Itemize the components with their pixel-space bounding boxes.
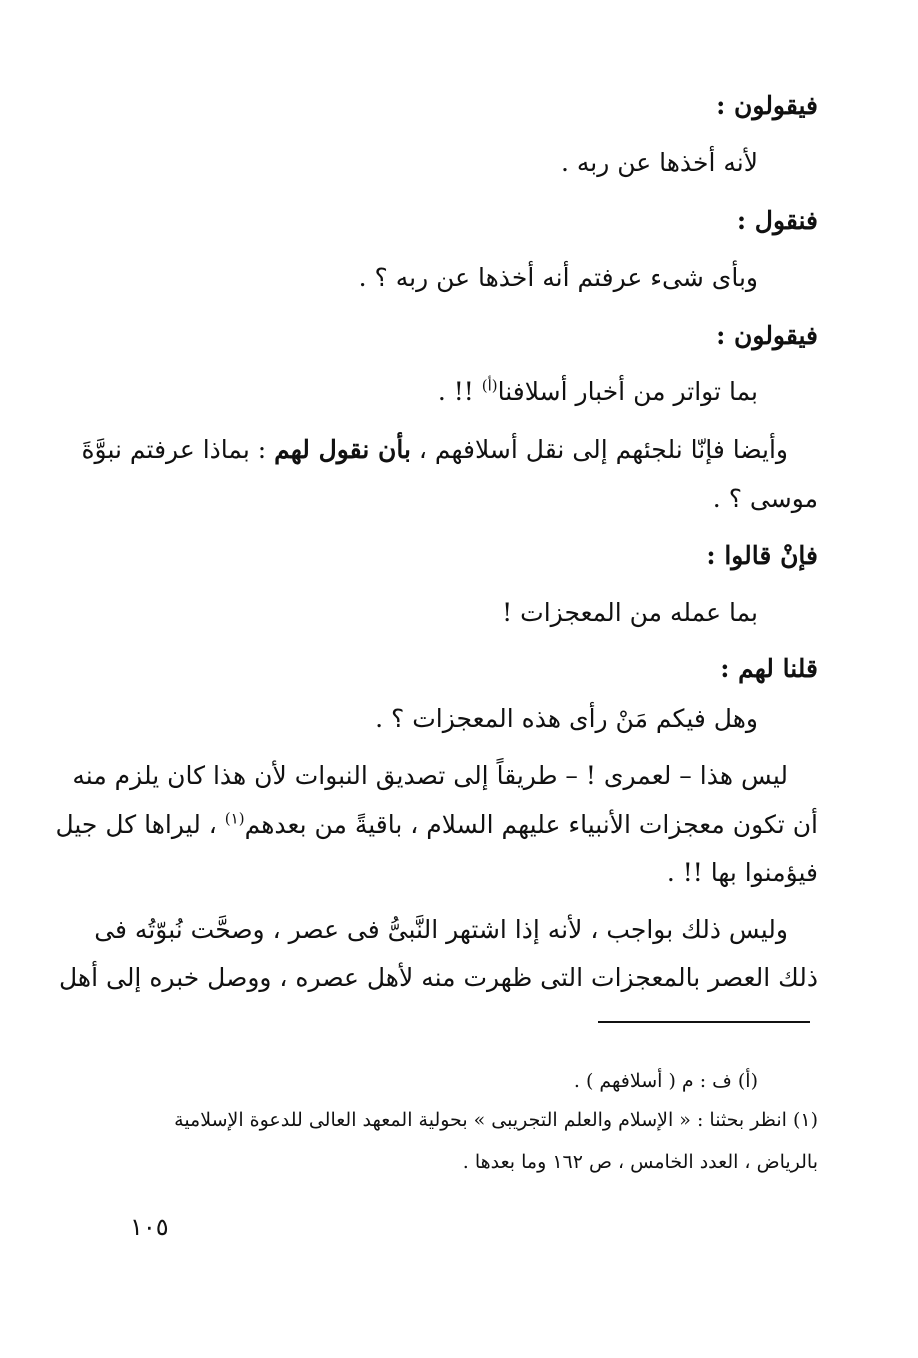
footnote-a: (أ) ف : م ( أسلافهم ) . — [573, 1070, 758, 1092]
paragraph-text: ، ليراها كل جيل — [55, 810, 225, 839]
reply-line: بما عمله من المعجزات ! — [502, 598, 758, 627]
speaker-line: فإنْ قالوا : — [706, 541, 818, 570]
paragraph-line: ليس هذا – لعمرى ! – طريقاً إلى تصديق النبوات لأن هذا كان يلزم منه — [72, 761, 788, 790]
footnote-marker: (أ) — [481, 376, 498, 395]
paragraph-line: ذلك العصر بالمعجزات التى ظهرت منه لأهل عصره ، ووصل خبره إلى أهل — [58, 963, 818, 992]
speaker-line: فيقولون : — [716, 321, 818, 350]
paragraph-bold-text: بأن نقول لهم — [274, 435, 411, 464]
reply-line — [438, 372, 758, 412]
footnote-separator — [598, 1021, 810, 1023]
paragraph-line: وليس ذلك بواجب ، لأنه إذا اشتهر النَّبىُّ فى عصر ، وصحَّت نُبوّتُه فى — [94, 915, 788, 944]
speaker-line: فنقول : — [736, 206, 818, 235]
paragraph-line: موسى ؟ . — [712, 484, 818, 513]
reply-line: وهل فيكم مَنْ رأى هذه المعجزات ؟ . — [375, 704, 758, 733]
footnote-1-line: (١) انظر بحثنا : « الإسلام والعلم التجريبى » بحولية المعهد العالى للدعوة الإسلامية — [174, 1109, 818, 1131]
reply-text: !! . — [437, 377, 482, 406]
speaker-line: قلنا لهم : — [720, 654, 818, 683]
paragraph-line — [55, 805, 818, 845]
footnote-marker: (١) — [224, 809, 245, 828]
paragraph-text: وأيضا فإنّا نلجئهم إلى نقل أسلافهم ، — [410, 435, 788, 464]
paragraph-line — [81, 430, 818, 470]
paragraph-text: : بماذا عرفتم نبوَّةَ — [81, 435, 275, 464]
footnote-1-line: بالرياض ، العدد الخامس ، ص ١٦٢ وما بعدها . — [462, 1151, 818, 1173]
reply-line: وبأى شىء عرفتم أنه أخذها عن ربه ؟ . — [358, 263, 758, 292]
reply-line: لأنه أخذها عن ربه . — [560, 148, 758, 177]
reply-text: بما تواتر من أخبار أسلافنا — [497, 377, 758, 406]
speaker-line: فيقولون : — [716, 91, 818, 120]
paragraph-line: فيؤمنوا بها !! . — [666, 858, 818, 887]
page-number: ١٠٥ — [130, 1213, 169, 1241]
paragraph-text: أن تكون معجزات الأنبياء عليهم السلام ، باقيةً من بعدهم — [244, 810, 818, 839]
